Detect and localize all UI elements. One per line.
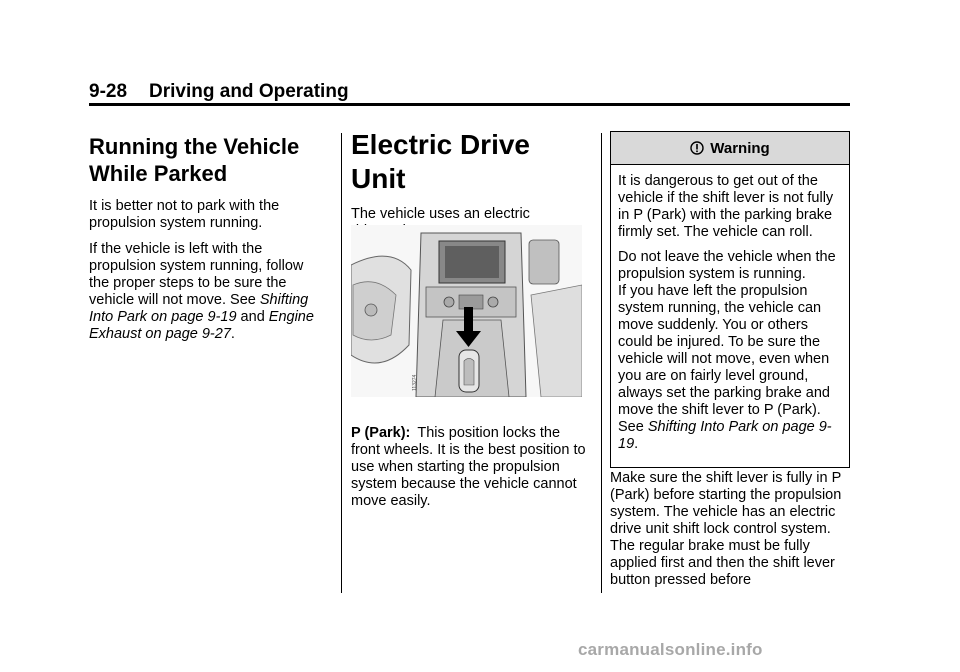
column-divider-1 [341,133,342,593]
header-rule [89,103,850,106]
warning-header [611,132,849,165]
paragraph: Make sure the shift lever is fully in P (Park) before starting the propulsion system. The vehicle has an electric drive unit shift lock control system. The regular brake must be fully applied first and then the shift lever button pressed before [610,470,842,588]
page-number: 9-28 [89,81,128,102]
term-park: P (Park): [351,425,411,441]
paragraph: The vehicle uses an electric [351,206,530,222]
park-definition: P (Park): This position locks the front wheels. It is the best position to use when starting the propulsion system because the vehicle cannot move easily. [351,425,586,509]
figure-id-label: 113274 [412,374,418,391]
xref-shifting-into-park[interactable]: Shifting Into Park on page 9-19 [618,419,832,452]
warning-box [610,131,850,468]
section-title: Driving and Operating [149,81,349,102]
warning-paragraph: Do not leave the vehicle when the propulsion system is running. [618,249,836,282]
shift-lever-illustration [351,225,582,397]
paragraph: It is better not to park with the propulsion system running. [89,198,280,231]
xref-engine-exhaust[interactable]: Engine Exhaust on page 9-27 [89,309,314,342]
warning-icon [690,141,704,155]
page-header [89,80,849,104]
warning-paragraph: It is dangerous to get out of the vehicle if the shift lever is not fully in P (Park) with the parking brake firmly set. The vehicle can roll. [618,173,834,240]
xref-shifting-into-park[interactable]: Shifting Into Park on page 9-19 [89,292,309,325]
warning-body [611,165,849,467]
paragraph-with-refs: If the vehicle is left with the propulsion system running, follow the proper steps to be sure the vehicle will not move. See Shifting Into Park on page 9-19 and Engine Exhaust on page 9-27. [89,241,314,342]
column-1 [89,133,324,352]
section-heading-electric-drive-unit: Electric Drive Unit [351,129,530,194]
section-heading-running-parked: Running the Vehicle While Parked [89,134,300,186]
warning-title: Warning [710,139,770,157]
watermark: carmanualsonline.info [578,640,763,659]
column-2-lower [351,425,587,519]
column-3-lower [610,470,850,598]
column-divider-2 [601,133,602,593]
warning-paragraph-with-ref: If you have left the propulsion system running, the vehicle can move suddenly. You or others could be injured. To be sure the vehicle will not move, even when you are on fairly level ground, always set the parking brake and move the shift lever to P (Park). See Shifting Into Park on page 9-19. [618,283,832,452]
